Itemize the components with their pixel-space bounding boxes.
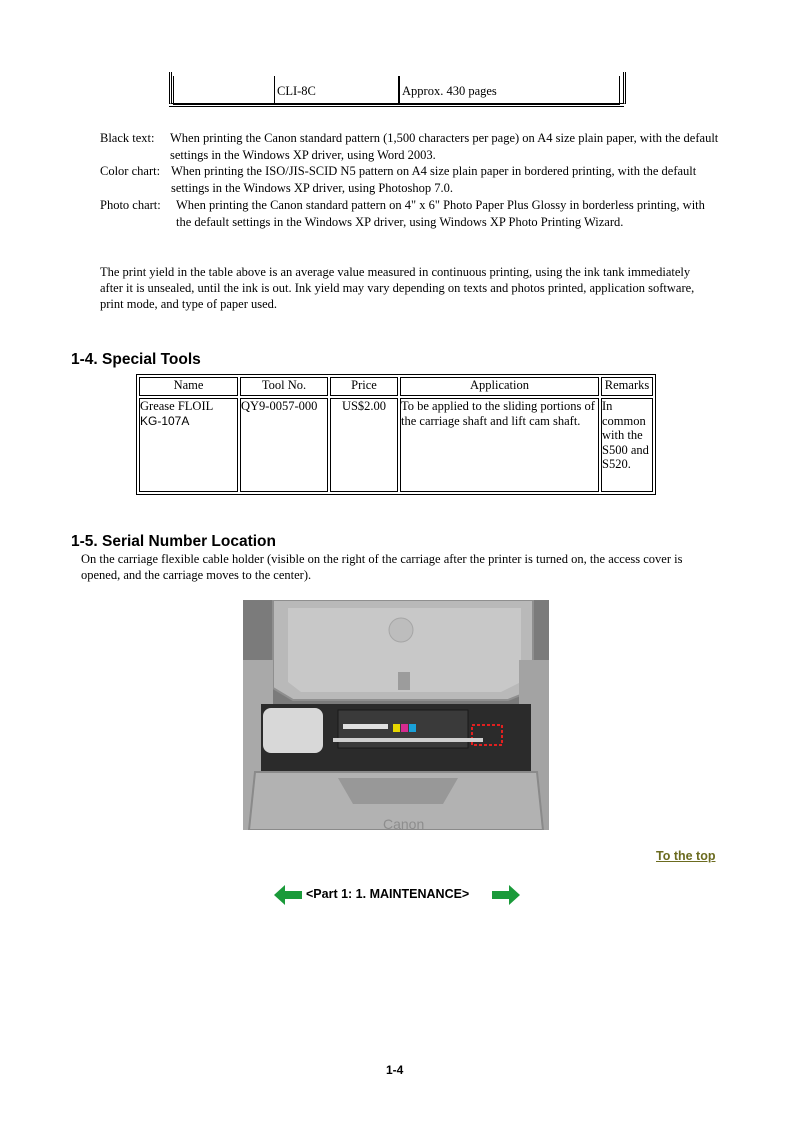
part-navigation [272, 883, 524, 907]
header-tool-no: Tool No. [240, 377, 328, 396]
special-tools-table [136, 374, 656, 495]
ink-yield-table [169, 72, 624, 107]
cell-tool-no: QY9-0057-000 [240, 398, 328, 492]
header-application: Application [400, 377, 599, 396]
printer-illustration [243, 600, 549, 830]
tool-name-line1: Grease FLOIL [140, 399, 214, 413]
to-the-top-link[interactable]: To the top [656, 849, 716, 863]
table-cell-empty [173, 76, 275, 105]
note-color-chart [100, 163, 725, 196]
serial-heading: 1-5. Serial Number Location [71, 533, 276, 550]
header-price: Price [330, 377, 398, 396]
page-number: 1-4 [386, 1063, 404, 1077]
tool-name-line2: KG-107A [140, 413, 190, 428]
header-name: Name [139, 377, 238, 396]
table-cell-pages: Approx. 430 pages [399, 76, 620, 105]
note-text: When printing the ISO/JIS-SCID N5 pattern on A4 size plain paper in bordered printing, with the default settings in the Windows XP driver, using Photoshop 7.0. [171, 164, 697, 195]
yield-paragraph: The print yield in the table above is an average value measured in continuous printing, using the ink tank immediately after it is unsealed, until the ink is out. Ink yield may vary depending on texts and photos printed, application software, print mode, and type of paper used. [100, 265, 695, 311]
arrow-left-icon[interactable] [272, 883, 304, 907]
arrow-right-icon[interactable] [490, 883, 522, 907]
part-label[interactable]: <Part 1: 1. MAINTENANCE> [306, 887, 470, 901]
cell-application: To be applied to the sliding portions of the carriage shaft and lift cam shaft. [400, 398, 599, 492]
header-remarks: Remarks [601, 377, 653, 396]
note-photo-chart [100, 197, 725, 245]
cell-tool-name [139, 398, 238, 492]
note-label: Photo chart: [100, 198, 161, 212]
note-black-text [100, 130, 725, 163]
note-label: Black text: [100, 131, 155, 145]
note-label: Color chart: [100, 164, 161, 178]
note-text: When printing the Canon standard pattern on 4" x 6" Photo Paper Plus Glossy in borderless printing, with the default settings in the Windows XP driver, using Windows XP Photo Printing Wizard. [176, 198, 705, 229]
cell-remarks: In common with the S500 and S520. [601, 398, 653, 492]
serial-description: On the carriage flexible cable holder (visible on the right of the carriage after the printer is turned on, the access cover is opened, and the carriage moves to the center). [81, 552, 683, 582]
special-tools-heading: 1-4. Special Tools [71, 351, 201, 368]
brand-text: Canon [383, 816, 425, 830]
cell-price: US$2.00 [330, 398, 398, 492]
printer-photo [243, 600, 549, 830]
table-cell-model: CLI-8C [274, 76, 399, 105]
note-text: When printing the Canon standard pattern (1,500 characters per page) on A4 size plain paper, with the default settings in the Windows XP driver, using Word 2003. [170, 131, 719, 162]
